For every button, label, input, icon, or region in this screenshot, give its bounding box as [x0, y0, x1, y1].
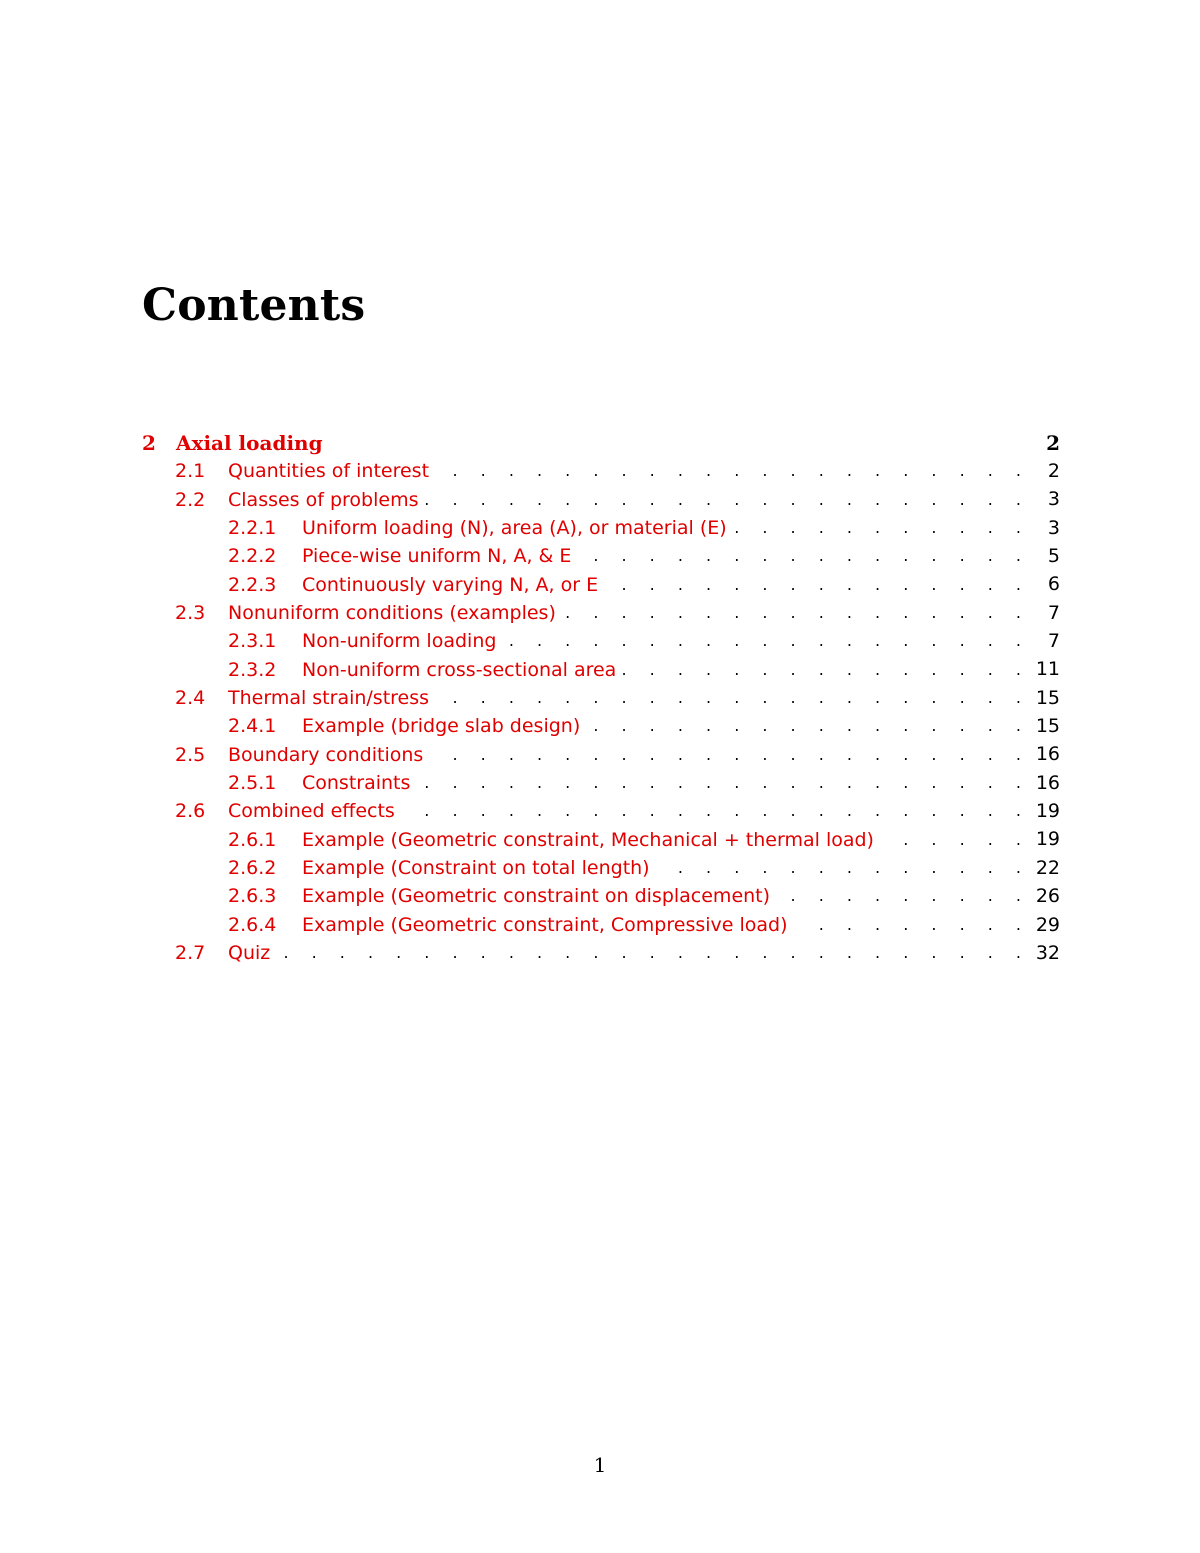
- toc-dot-leader: [276, 939, 1060, 967]
- toc-entry-page: 15: [1035, 715, 1060, 738]
- toc-entry-title: Non-uniform loading: [302, 630, 497, 653]
- toc-entry-number: 2.4: [175, 686, 206, 709]
- toc-entry-title: Axial loading: [176, 431, 323, 455]
- toc-entry-2-6-1[interactable]: [142, 825, 1060, 853]
- page-number: 1: [593, 1453, 607, 1477]
- toc-dot-leader: [429, 741, 1060, 769]
- toc-entry-2-3-2[interactable]: [142, 655, 1060, 683]
- toc-entry-2-2-1[interactable]: [142, 514, 1060, 542]
- toc-entry-2-6-3[interactable]: [142, 882, 1060, 910]
- toc-entry-number: 2.6.1: [228, 828, 277, 851]
- toc-entry-page: 22: [1035, 856, 1060, 879]
- toc-entry-number: 2.2.2: [228, 545, 277, 568]
- toc-entry-number: 2.3.2: [228, 658, 277, 681]
- toc-dot-leader: [577, 542, 1060, 570]
- toc-entry-page: 5: [1047, 545, 1060, 568]
- toc-entry-2-6[interactable]: [142, 797, 1060, 825]
- toc-entry-title: Classes of problems: [228, 488, 419, 511]
- toc-entry-2-6-4[interactable]: [142, 911, 1060, 939]
- toc-entry-title: Example (Constraint on total length): [302, 856, 650, 879]
- table-of-contents: [142, 429, 1060, 967]
- toc-entry-2-1[interactable]: [142, 457, 1060, 485]
- toc-entry-page: 19: [1035, 828, 1060, 851]
- toc-entry-page: 26: [1035, 885, 1060, 908]
- page-title: Contents: [142, 280, 366, 331]
- toc-entry-2-4-1[interactable]: [142, 712, 1060, 740]
- toc-entry-number: 2.7: [175, 942, 206, 965]
- toc-entry-number: 2.6.2: [228, 856, 277, 879]
- toc-entry-page: 32: [1035, 941, 1060, 964]
- toc-dot-leader: [435, 457, 1060, 485]
- toc-entry-title: Boundary conditions: [228, 743, 424, 766]
- toc-entry-2-7[interactable]: [142, 939, 1060, 967]
- toc-dot-leader: [656, 854, 1060, 882]
- toc-entry-2-3-1[interactable]: [142, 627, 1060, 655]
- toc-entry-2-2-3[interactable]: [142, 570, 1060, 598]
- toc-entry-title: Example (Geometric constraint, Compressive load): [302, 913, 788, 936]
- toc-entry-title: Quantities of interest: [228, 460, 430, 483]
- toc-entry-number: 2.3.1: [228, 630, 277, 653]
- toc-entry-title: Example (Geometric constraint, Mechanical + thermal load): [302, 828, 874, 851]
- toc-entry-title: Thermal strain/stress: [228, 686, 430, 709]
- toc-entry-number: 2.4.1: [228, 715, 277, 738]
- toc-entry-number: 2.3: [175, 601, 206, 624]
- toc-entry-title: Uniform loading (N), area (A), or material (E): [302, 516, 727, 539]
- toc-entry-2-5-1[interactable]: [142, 769, 1060, 797]
- toc-dot-leader: [733, 514, 1060, 542]
- toc-entry-title: Combined effects: [228, 800, 395, 823]
- toc-dot-leader: [401, 797, 1060, 825]
- toc-entry-page: 15: [1035, 686, 1060, 709]
- toc-entry-2-4[interactable]: [142, 684, 1060, 712]
- toc-entry-page: 3: [1047, 516, 1060, 539]
- toc-entry-number: 2.6.4: [228, 913, 277, 936]
- toc-entry-page: 19: [1035, 800, 1060, 823]
- toc-dot-leader: [586, 712, 1060, 740]
- toc-entry-2-6-2[interactable]: [142, 854, 1060, 882]
- toc-entry-page: 7: [1047, 630, 1060, 653]
- toc-entry-title: Piece-wise uniform N, A, & E: [302, 545, 572, 568]
- toc-dot-leader: [424, 486, 1060, 514]
- toc-entry-title: Quiz: [228, 942, 271, 965]
- toc-entry-page: 16: [1035, 743, 1060, 766]
- toc-dot-leader: [562, 599, 1060, 627]
- toc-entry-page: 11: [1035, 658, 1060, 681]
- toc-entry-2-2-2[interactable]: [142, 542, 1060, 570]
- toc-entry-number: 2.2.3: [228, 573, 277, 596]
- toc-entry-number: 2.1: [175, 460, 206, 483]
- toc-dot-leader: [435, 684, 1060, 712]
- toc-entry-title: Constraints: [302, 771, 411, 794]
- toc-entry-page: 16: [1035, 771, 1060, 794]
- toc-entry-title: Non-uniform cross-sectional area: [302, 658, 617, 681]
- toc-entry-number: 2.5: [175, 743, 206, 766]
- toc-entry-chapter-2[interactable]: [142, 429, 1060, 457]
- toc-entry-number: 2: [142, 431, 156, 455]
- toc-entry-number: 2.5.1: [228, 771, 277, 794]
- toc-entry-2-2[interactable]: [142, 485, 1060, 513]
- toc-entry-page: 7: [1047, 601, 1060, 624]
- toc-entry-2-5[interactable]: [142, 740, 1060, 768]
- toc-entry-number: 2.2: [175, 488, 206, 511]
- toc-dot-leader: [604, 571, 1060, 599]
- toc-entry-page: 2: [1047, 460, 1060, 482]
- toc-entry-title: Example (Geometric constraint on displacement): [302, 885, 771, 908]
- toc-entry-page: 2: [1046, 431, 1060, 455]
- toc-entry-page: 6: [1047, 573, 1060, 596]
- toc-entry-page: 3: [1047, 488, 1060, 511]
- toc-entry-2-3[interactable]: [142, 599, 1060, 627]
- toc-entry-number: 2.6.3: [228, 885, 277, 908]
- toc-dot-leader: [416, 769, 1060, 797]
- toc-entry-title: Continuously varying N, A, or E: [302, 573, 599, 596]
- toc-dot-leader: [776, 882, 1060, 910]
- toc-dot-leader: [794, 911, 1060, 939]
- toc-entry-number: 2.2.1: [228, 516, 277, 539]
- toc-dot-leader: [502, 627, 1060, 655]
- toc-entry-number: 2.6: [175, 800, 206, 823]
- toc-entry-page: 29: [1035, 913, 1060, 936]
- toc-entry-title: Nonuniform conditions (examples): [228, 601, 556, 624]
- toc-dot-leader: [622, 656, 1060, 684]
- toc-entry-title: Example (bridge slab design): [302, 715, 581, 738]
